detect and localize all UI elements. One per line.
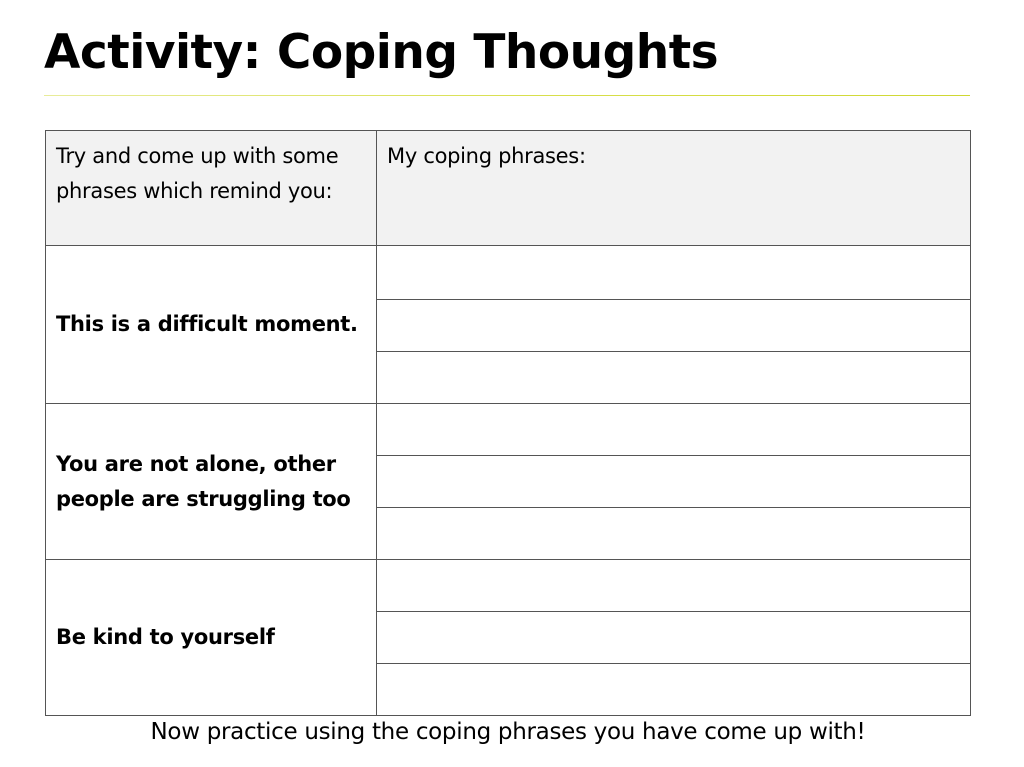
header-phrases-label: My coping phrases: — [387, 144, 586, 168]
prompt-text: Be kind to yourself — [56, 625, 275, 649]
phrase-answer-line[interactable] — [377, 246, 971, 300]
header-cell-phrases — [377, 131, 971, 246]
table-row — [46, 560, 971, 612]
phrase-answer-line[interactable] — [377, 456, 971, 508]
header-cell-prompts — [46, 131, 377, 246]
table-header-row — [46, 131, 971, 246]
prompt-text: This is a difficult moment. — [56, 312, 358, 336]
table-row — [46, 246, 971, 300]
table-row — [46, 404, 971, 456]
coping-thoughts-table — [45, 130, 971, 716]
phrase-answer-line[interactable] — [377, 300, 971, 352]
prompt-cell — [46, 404, 377, 560]
phrase-answer-line[interactable] — [377, 352, 971, 404]
prompt-cell — [46, 246, 377, 404]
practice-instruction: Now practice using the coping phrases you have come up with! — [150, 719, 866, 745]
phrase-answer-line[interactable] — [377, 508, 971, 560]
phrase-answer-line[interactable] — [377, 612, 971, 664]
phrase-answer-line[interactable] — [377, 664, 971, 716]
phrase-answer-line[interactable] — [377, 560, 971, 612]
prompt-cell — [46, 560, 377, 716]
prompt-text: You are not alone, other people are struggling too — [56, 451, 351, 511]
title-divider — [44, 95, 970, 96]
page-title: Activity: Coping Thoughts — [44, 25, 719, 80]
header-prompts-label: Try and come up with some phrases which remind you: — [56, 144, 339, 203]
phrase-answer-line[interactable] — [377, 404, 971, 456]
